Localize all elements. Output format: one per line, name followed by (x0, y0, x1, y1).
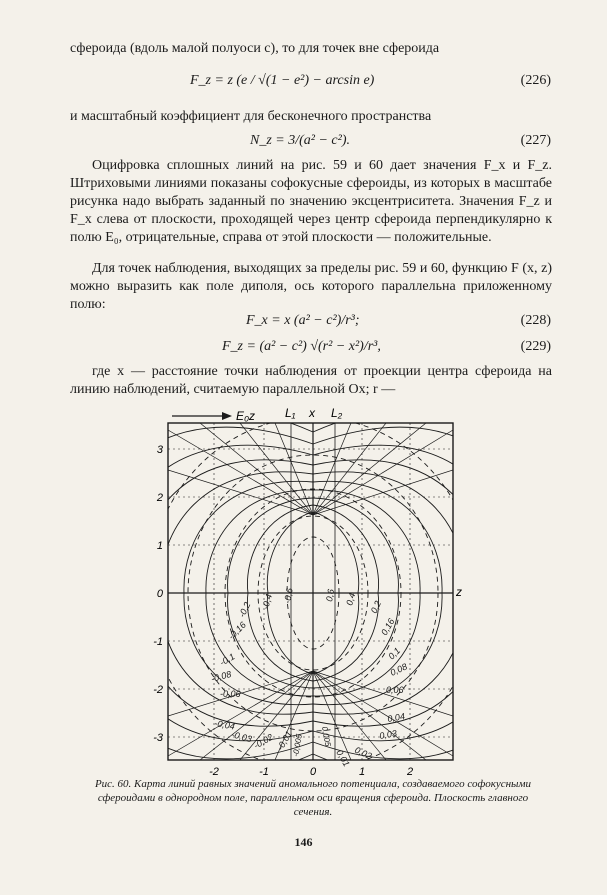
contour-label: -0,04 (213, 718, 236, 732)
paragraph-1: Оцифровка сплошных линий на рис. 59 и 60 дает значения F_x и F_z. Штриховыми линиями показаны софокусные сфероиды, из которых в масштабе рисунка надо выбрать заданный по значению эксцентриситета. Значения F_z и F_x слева от плоскости, проходящей через центр сфероида перпендикулярно к полю E₀, отрицательные, справа от этой плоскости — положительные. (70, 158, 552, 245)
label-l2: L₂ (331, 406, 343, 420)
contour-label: -0,005 (291, 733, 304, 758)
label-l1: L₁ (285, 406, 296, 420)
contour-label: -0,1 (218, 651, 237, 668)
contour-label: -0,2 (236, 600, 253, 619)
contour-label: 0,4 (344, 591, 358, 607)
y-tick: -2 (153, 684, 163, 696)
page-number: 146 (294, 835, 313, 849)
x-tick: 1 (358, 766, 366, 778)
label-x: x (309, 406, 315, 420)
paragraph-2: Для точек наблюдения, выходящих за пределы рис. 59 и 60, функцию F (x, z) можно выразить как поле диполя, ось которого параллельна приложенному полю: (70, 261, 552, 312)
y-tick: 0 (156, 588, 163, 600)
contour-label: -0,6 (282, 587, 295, 605)
contour-label: -0,01 (275, 729, 294, 752)
x-tick: -2 (209, 766, 219, 778)
contour-label: 0,01 (334, 748, 352, 769)
equation-number-226: (226) (520, 73, 551, 88)
equation-number-228: (228) (520, 313, 551, 328)
contour-label: 0,06 (386, 685, 404, 695)
contour-label: 0,005 (320, 725, 333, 748)
equation-number-227: (227) (520, 133, 551, 148)
contour-label: -0,4 (260, 592, 274, 611)
y-tick: 1 (156, 540, 163, 552)
x-tick: 2 (406, 766, 414, 778)
contour-label: -0,06 (220, 689, 241, 699)
formula-229: F_z = (a² − c²) √(r² − x²)/r³, (222, 339, 381, 354)
field-arrow (172, 412, 232, 420)
contour-label: 0,6 (324, 588, 337, 603)
contour-label: 0,2 (368, 599, 384, 615)
x-tick: 0 (309, 766, 317, 778)
figure-caption: Рис. 60. Карта линий равных значений аномального потенциала, создаваемого софокусными сфероидами в однородном поле, параллельном оси вращения сфероида. Плоскость главного сечения. (94, 778, 532, 818)
contour-label: -0,02 (252, 731, 275, 751)
label-e0z: E₀z (236, 409, 256, 423)
text-line-1: сфероида (вдоль малой полуоси c), то для точек вне сфероида (70, 41, 440, 56)
contour-label: 0,1 (386, 645, 403, 662)
x-tick: -1 (259, 766, 269, 778)
formula-226: F_z = z (e / √(1 − e²) − arcsin e) (190, 73, 375, 88)
y-tick: 3 (156, 444, 163, 456)
y-tick: 2 (156, 492, 163, 504)
y-tick: -3 (153, 732, 163, 744)
contour-label: 0,08 (388, 661, 409, 678)
paragraph-3: где x — расстояние точки наблюдения от проекции центра сфероида на линию наблюдений, считаемую параллельной Ox; r — (70, 364, 552, 397)
formula-227: N_z = 3/(a² − c²). (250, 133, 351, 148)
contour-label: 0,03 (378, 728, 398, 741)
label-z-axis: z (456, 585, 462, 599)
contour-label: -0,08 (209, 668, 233, 684)
equation-number-229: (229) (520, 339, 551, 354)
formula-228: F_x = x (a² − c²)/r³; (246, 313, 360, 328)
text-line-2: и масштабный коэффициент для бесконечного пространства (70, 109, 432, 124)
contour-label: 0,04 (386, 711, 406, 724)
contour-label: 0,02 (353, 744, 374, 762)
contour-label: -0,16 (226, 619, 248, 642)
contour-label: -0,03 (230, 729, 253, 745)
y-tick: -1 (153, 636, 163, 648)
contour-label: 0,16 (379, 616, 397, 637)
